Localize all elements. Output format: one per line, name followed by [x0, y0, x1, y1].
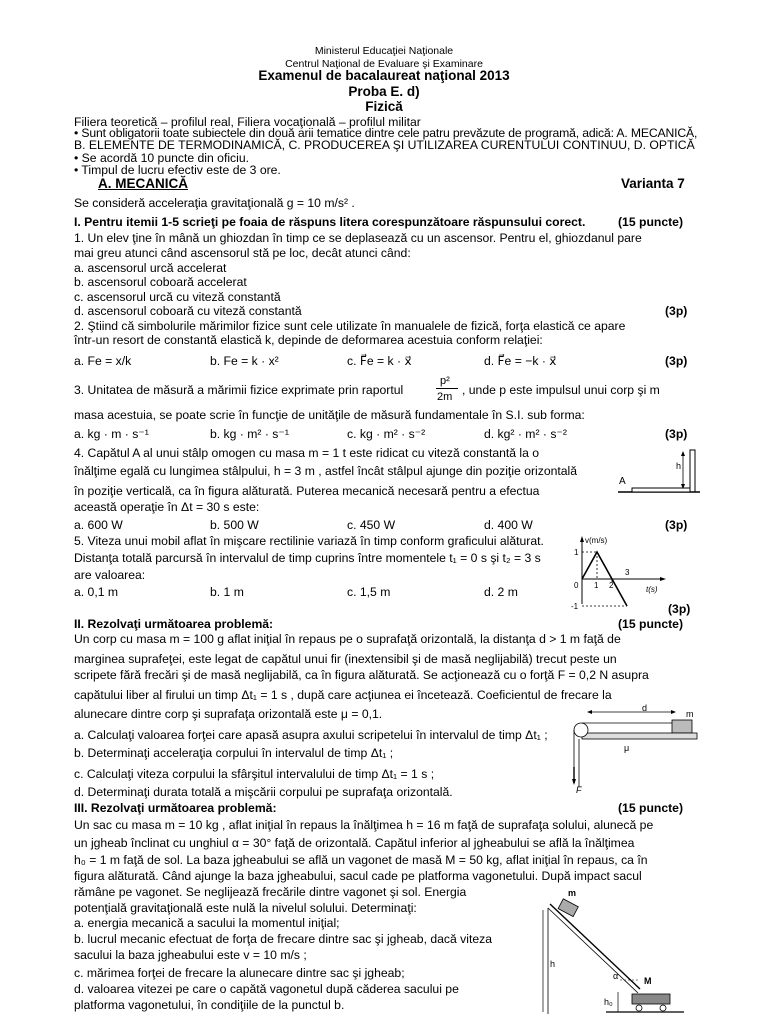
q4-option-a: a. 600 W — [74, 518, 123, 532]
tick-label: 2 — [609, 581, 614, 590]
velocity-graph — [568, 532, 688, 612]
q5-option-d: d. 2 m — [484, 585, 518, 599]
pulley-figure — [570, 703, 700, 795]
q2-option-a: a. Fe = x/k — [74, 354, 132, 368]
center-label: Centrul Naţional de Evaluare şi Examinare — [285, 58, 483, 70]
fig-m-label: m — [686, 709, 694, 719]
fig-h-label: h — [676, 461, 682, 471]
instruction-line: • Sunt obligatorii toate subiectele din două arii tematice dintre cele patru prevăzute de programă, adică: A. MECANICĂ, — [74, 126, 698, 140]
part2-points: (15 puncte) — [618, 617, 684, 631]
part3-title: III. Rezolvaţi următoarea problemă: — [74, 801, 277, 815]
part2-text: capătului liber al firului un timp Δt₁ = 1 s , după care acţiunea ei încetează. Coeficientul de frecare la — [74, 688, 612, 702]
variant-label: Varianta 7 — [621, 176, 685, 191]
part2-item-c: c. Calculaţi viteza corpului la sfârşitul intervalului de timp Δt₁ = 1 s ; — [74, 767, 435, 781]
arrow-head — [580, 536, 584, 542]
q1-option-a: a. ascensorul urcă accelerat — [74, 261, 227, 275]
wheel — [660, 1005, 666, 1011]
part3-text: figura alăturată. Când ajunge la baza jgheabului, sacul cade pe platforma vagonetului. După impact sacul — [74, 869, 642, 883]
ministry-label: Ministerul Educaţiei Naţionale — [314, 45, 454, 57]
part2-item-a: a. Calculaţi valoarea forţei care apasă asupra axului scripetelui în intervalul de timp Δt₁ ; — [74, 728, 548, 742]
q4-text: în poziţie verticală, ca în figura alăturată. Puterea mecanică necesară pentru a efectua — [74, 484, 540, 498]
section-title: A. MECANICĂ — [98, 176, 188, 191]
q3-text: , unde p este impulsul unui corp şi m — [462, 383, 660, 397]
tick-label: -1 — [571, 602, 579, 611]
arrow-head — [660, 577, 666, 581]
part3-text: h₀ = 1 m faţă de sol. La baza jgheabului se află un vagonet de masă M = 50 kg, aflat iniţial în repaus, ca în — [74, 853, 648, 867]
pole-vertical — [690, 450, 695, 492]
part3-text: un jgheab înclinat cu unghiul α = 30° faţă de orizontală. Capătul inferior al jgheabului se află la înălţimea — [74, 836, 635, 850]
part3-text: Un sac cu masa m = 10 kg , aflat iniţial în repaus la înălţimea h = 16 m faţă de suprafaţa solului, alunecă pe — [74, 818, 654, 832]
q3-option-d: d. kg² · m² · s⁻² — [484, 427, 567, 441]
q5-option-c: c. 1,5 m — [347, 585, 391, 599]
instruction-line: • Timpul de lucru efectiv este de 3 ore. — [74, 163, 281, 177]
exam-title: Examenul de bacalaureat naţional 2013 — [258, 68, 510, 83]
q4-option-c: c. 450 W — [347, 518, 396, 532]
wheel — [636, 1005, 642, 1011]
part2-text: Un corp cu masa m = 100 g aflat iniţial în repaus pe o suprafaţă orizontală, la distanţa d > 1 m faţă de — [74, 632, 621, 646]
q1-option-c: c. ascensorul urcă cu viteză constantă — [74, 290, 281, 304]
instruction-line: Filiera teoretică – profilul real, Filiera vocaţională – profilul militar — [74, 115, 421, 129]
arrow-head — [671, 710, 676, 714]
instruction-line: B. ELEMENTE DE TERMODINAMICĂ, C. PRODUCEREA ŞI UTILIZAREA CURENTULUI CONTINUU, D. OPTICĂ — [74, 138, 695, 152]
fig-M-label: M — [644, 976, 652, 986]
part3-item-d: d. valoarea vitezei pe care o capătă vagonetul după căderea sacului pe — [74, 982, 459, 996]
gravity-note: Se consideră acceleraţia gravitaţională g = 10 m/s² . — [74, 196, 355, 210]
part3-item-b: b. lucrul mecanic efectuat de forţa de frecare dintre sac şi jgheab, dacă viteza — [74, 932, 492, 946]
pole-figure — [614, 446, 700, 496]
q5-points: (3p) — [668, 602, 691, 616]
chute — [550, 904, 640, 989]
q2-option-c: c. F⃗e = k · x⃗ — [347, 354, 412, 368]
q4-text: 4. Capătul A al unui stâlp omogen cu masa m = 1 t este ridicat cu viteză constantă la o — [74, 446, 540, 460]
q3-option-c: c. kg · m² · s⁻² — [347, 427, 426, 441]
q4-option-b: b. 500 W — [210, 518, 259, 532]
table-surface — [582, 733, 697, 739]
q1-text: 1. Un elev ţine în mână un ghiozdan în timp ce se deplasează cu un ascensor. Pentru el, ghiozdanul pare — [74, 231, 642, 245]
q5-text: Distanţa totală parcursă în intervalul de timp cuprins între momentele t₁ = 0 s şi t₂ = 3 s — [74, 551, 541, 565]
q1-option-b: b. ascensorul coboară accelerat — [74, 275, 247, 289]
q2-text: într-un resort de constantă elastică k, depinde de deformarea acestuia conform relaţiei: — [74, 333, 543, 347]
q5-option-b: b. 1 m — [210, 585, 244, 599]
part3-item-a: a. energia mecanică a sacului la momentul iniţial; — [74, 916, 340, 930]
part3-text: potenţială gravitaţională este nulă la nivelul solului. Determinaţi: — [74, 901, 417, 915]
part2-item-d: d. Determinaţi durata totală a mişcării corpului pe suprafaţa orizontală. — [74, 785, 453, 799]
part1-points: (15 puncte) — [618, 215, 684, 229]
tick-label: 0 — [574, 581, 579, 590]
arrow-head — [681, 451, 685, 456]
tick-label: 1 — [594, 581, 599, 590]
q4-text: această operaţie în Δt = 30 s este: — [74, 500, 260, 514]
subject-title: Fizică — [365, 99, 403, 114]
fig-h0-label: h₀ — [604, 997, 613, 1007]
fig-m-label: m — [568, 888, 577, 898]
q2-points: (3p) — [665, 354, 688, 368]
q3-option-b: b. kg · m² · s⁻¹ — [210, 427, 289, 441]
fig-d-label: d — [642, 703, 648, 713]
q4-option-d: d. 400 W — [484, 518, 533, 532]
q3-text: masa acestuia, se poate scrie în funcţie de unităţile de măsură fundamentale în S.I. sub forma: — [74, 408, 585, 422]
q1-text: mai greu atunci când ascensorul stă pe loc, decât atunci când: — [74, 246, 411, 260]
q3-option-a: a. kg · m · s⁻¹ — [74, 427, 149, 441]
part3-item-c: c. mărimea forţei de frecare la alunecare dintre sac şi jgheab; — [74, 966, 405, 980]
part2-text: scripete fără frecări şi de masă neglijabilă, ca în figura alăturată. Se acţionează cu o forţă F = 0,2 N asupra — [74, 668, 649, 682]
fig-mu-label: μ — [624, 743, 630, 753]
fig-h-label: h — [550, 959, 556, 969]
pulley — [574, 723, 588, 737]
part2-text: alunecare dintre corp şi suprafaţa orizontală este μ = 0,1. — [74, 707, 383, 721]
part3-item-b-cont: sacului la baza jgheabului este v = 10 m/s ; — [74, 948, 307, 962]
tick-label: 3 — [625, 568, 630, 577]
q2-text: 2. Ştiind că simbolurile mărimilor fizice sunt cele utilizate în manualele de fizică, forţa elastică ce apare — [74, 319, 626, 333]
fraction-bar — [436, 388, 458, 389]
wagon — [632, 994, 670, 1004]
q5-option-a: a. 0,1 m — [74, 585, 119, 599]
q3-points: (3p) — [665, 427, 688, 441]
graph-xlabel: t(s) — [646, 585, 658, 594]
fig-F-label: F — [576, 785, 582, 795]
fig-A-label: A — [619, 476, 626, 487]
body-block — [672, 720, 692, 733]
fig-alpha-label: α — [613, 971, 619, 981]
pole-horizontal — [632, 488, 690, 492]
part2-text: marginea suprafeţei, este legat de capătul unui fir (inextensibil şi de masă neglijabilă) trecut peste un — [74, 652, 617, 666]
q2-option-d: d. F⃗e = −k · x⃗ — [484, 354, 557, 368]
q1-option-d: d. ascensorul coboară cu viteză constantă — [74, 304, 302, 318]
q1-points: (3p) — [665, 304, 688, 318]
tick-label: 1 — [574, 548, 579, 557]
incline-figure — [540, 884, 696, 1020]
q5-text: 5. Viteza unui mobil aflat în mişcare rectilinie variază în timp conform graficului alăturat. — [74, 534, 544, 548]
q3-fraction-denominator: 2m — [437, 391, 453, 403]
part1-title: I. Pentru itemii 1-5 scrieţi pe foaia de răspuns litera corespunzătoare răspunsului corect. — [74, 215, 586, 229]
q3-text: 3. Unitatea de măsură a mărimii fizice exprimate prin raportul — [74, 383, 404, 397]
q4-text: înălţime egală cu lungimea stâlpului, h = 3 m , astfel încât stâlpul ajunge din poziţie orizontală — [74, 464, 578, 478]
part3-points: (15 puncte) — [618, 801, 684, 815]
q2-option-b: b. Fe = k · x² — [210, 354, 279, 368]
proba-title: Proba E. d) — [348, 84, 420, 99]
part2-item-b: b. Determinaţi acceleraţia corpului în intervalul de timp Δt₁ ; — [74, 746, 394, 760]
arrow-head — [587, 710, 592, 714]
instruction-line: • Se acordă 10 puncte din oficiu. — [74, 151, 250, 165]
part3-item-d-cont: platforma vagonetului, în condiţiile de la punctul b. — [74, 998, 345, 1012]
q3-fraction-numerator: p² — [440, 375, 450, 387]
graph-ylabel: v(m/s) — [585, 536, 608, 545]
part3-text: rămâne pe vagonet. Se neglijează frecările dintre vagonet şi sol. Energia — [74, 885, 467, 899]
part2-title: II. Rezolvaţi următoarea problemă: — [74, 617, 274, 631]
q5-text: are valoarea: — [74, 568, 146, 582]
q4-points: (3p) — [665, 518, 688, 532]
